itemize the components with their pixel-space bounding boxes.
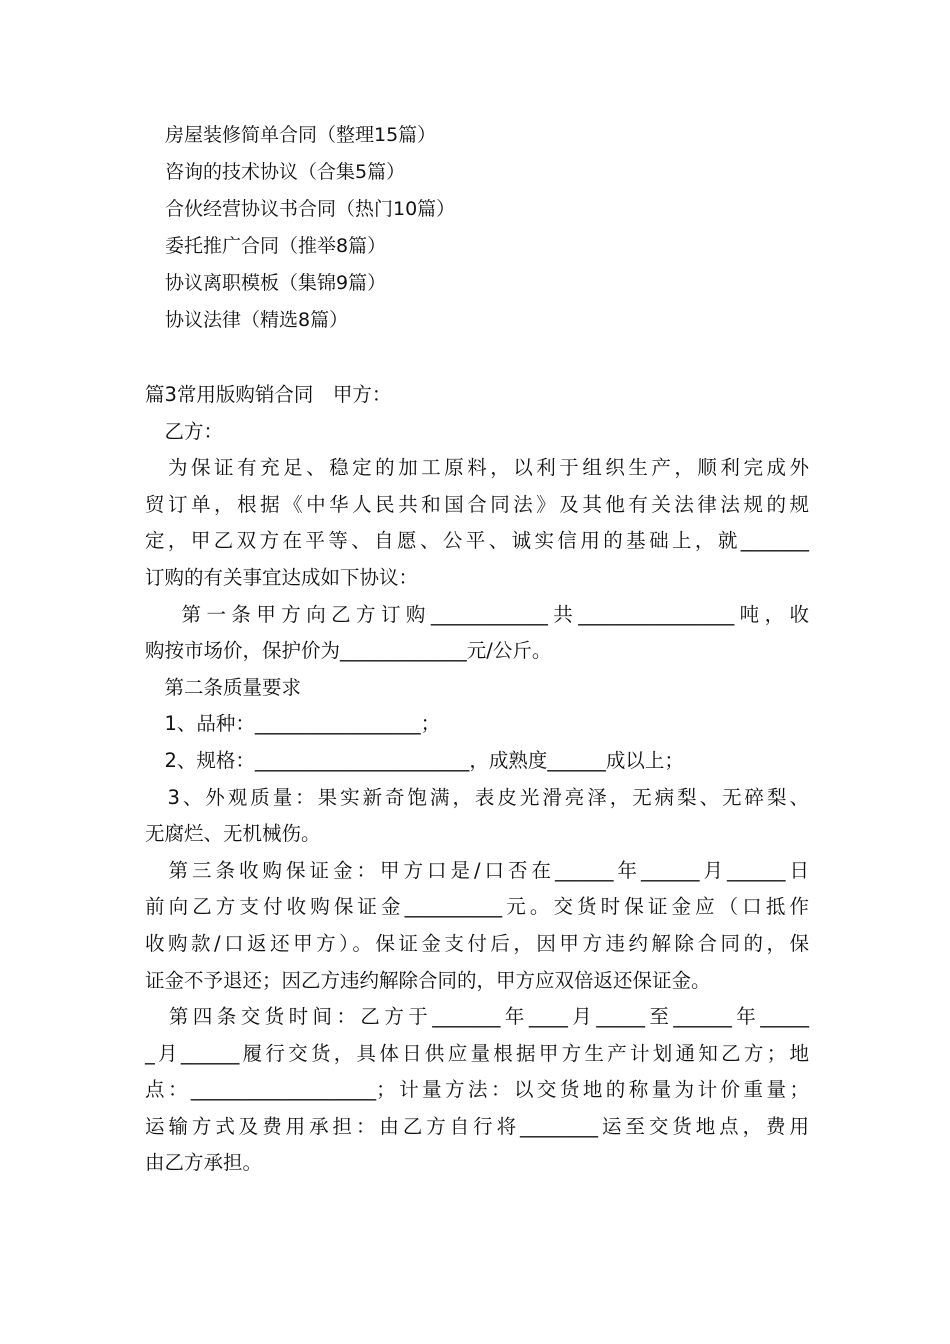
article-one-line: 第一条甲方向乙方订购____________共________________吨，收	[145, 602, 809, 626]
related-article-link[interactable]: 协议法律（精选8篇）	[165, 309, 349, 331]
related-article-link[interactable]: 协议离职模板（集锦9篇）	[165, 272, 387, 294]
article-four-line: _月______履行交货，具体日供应量根据甲方生产计划通知乙方；地	[145, 1041, 809, 1065]
appearance-line: 3、外观质量：果实新奇饱满，表皮光滑亮泽，无病梨、无碎梨、	[145, 785, 809, 809]
related-article-link[interactable]: 合伙经营协议书合同（热门10篇）	[165, 198, 456, 220]
article-four-line: 第四条交货时间：乙方于_______年____月_____至______年_____	[145, 1005, 809, 1029]
article-four-line: 运输方式及费用承担：由乙方自行将________运至交货地点，费用	[145, 1114, 809, 1138]
contract-paragraph-line: 为保证有充足、稳定的加工原料，以利于组织生产，顺利完成外	[145, 456, 809, 480]
contract-paragraph-line: 订购的有关事宜达成如下协议：	[145, 565, 419, 589]
related-article-link[interactable]: 咨询的技术协议（合集5篇）	[165, 161, 406, 183]
contract-heading: 篇3常用版购销合同 甲方：	[145, 383, 392, 406]
party-b-line: 乙方：	[145, 419, 224, 443]
contract-paragraph-line: 定，甲乙双方在平等、自愿、公平、诚实信用的基础上，就_______	[145, 529, 809, 553]
appearance-line: 无腐烂、无机械伤。	[145, 822, 321, 846]
article-three-line: 前向乙方支付收购保证金__________元。交货时保证金应（口抵作	[145, 895, 809, 919]
variety-line: 1、品种：_________________；	[145, 712, 441, 736]
article-one-line: 购按市场价，保护价为_____________元/公斤。	[145, 639, 552, 663]
article-four-line: 由乙方承担。	[145, 1151, 263, 1175]
article-two-heading: 第二条质量要求	[145, 675, 302, 699]
related-article-link[interactable]: 委托推广合同（推举8篇）	[165, 235, 387, 257]
contract-paragraph-line: 贸订单，根据《中华人民共和国合同法》及其他有关法律法规的规	[145, 492, 809, 516]
article-three-line: 第三条收购保证金：甲方口是/口否在______年______月______日	[145, 858, 809, 882]
article-three-line: 收购款/口返还甲方）。保证金支付后，因甲方违约解除合同的，保	[145, 931, 809, 955]
article-three-line: 证金不予退还；因乙方违约解除合同的，甲方应双倍返还保证金。	[145, 968, 711, 992]
related-articles-list	[165, 117, 825, 339]
article-four-line: 点：___________________；计量方法：以交货地的称量为计价重量；	[145, 1078, 809, 1102]
contract-body	[145, 377, 809, 1182]
spec-line: 2、规格：______________________，成熟度______成以上；	[145, 748, 684, 772]
related-article-link[interactable]: 房屋装修简单合同（整理15篇）	[165, 124, 437, 146]
